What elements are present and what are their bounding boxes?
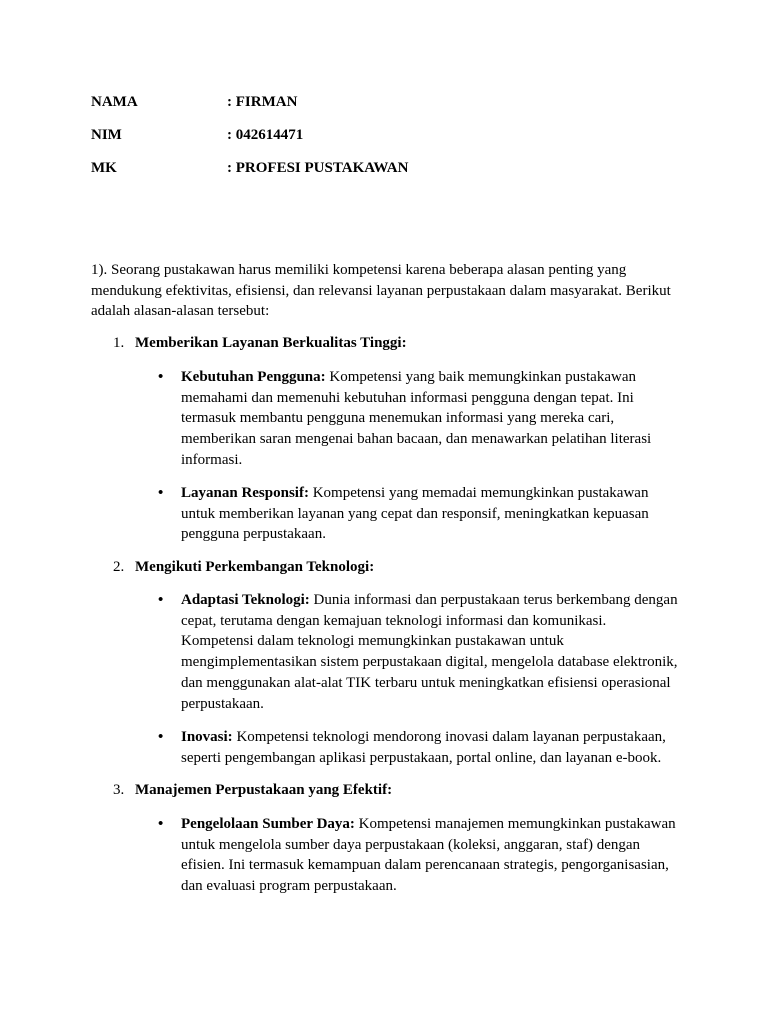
section-title: Mengikuti Perkembangan Teknologi: bbox=[135, 559, 375, 575]
section-title: Memberikan Layanan Berkualitas Tinggi: bbox=[135, 335, 407, 351]
section-heading bbox=[113, 780, 392, 800]
header-value: : FIRMAN bbox=[227, 94, 298, 110]
intro-paragraph: 1). Seorang pustakawan harus memiliki kompetensi karena beberapa alasan penting yang mendukung efektivitas, efisiensi, dan relevansi layanan perpustakaan dalam masyarakat. Berikut adalah alasan-alasan tersebut: bbox=[91, 262, 671, 320]
bullet-term: Kebutuhan Pengguna: bbox=[181, 369, 326, 385]
section-number: 3. bbox=[113, 782, 125, 798]
bullet-term: Pengelolaan Sumber Daya: bbox=[181, 816, 355, 832]
bullet-icon: • bbox=[158, 816, 164, 832]
header-label: NIM bbox=[91, 127, 122, 143]
section-heading bbox=[113, 557, 374, 577]
bullet-term: Layanan Responsif: bbox=[181, 485, 309, 501]
section-heading bbox=[113, 333, 407, 353]
list-item bbox=[158, 483, 680, 545]
section-title: Manajemen Perpustakaan yang Efektif: bbox=[135, 782, 393, 798]
list-item bbox=[158, 590, 680, 714]
bullet-icon: • bbox=[158, 729, 164, 745]
header-value: : PROFESI PUSTAKAWAN bbox=[227, 160, 409, 176]
bullet-text: Kompetensi yang memadai memungkinkan pustakawan untuk memberikan layanan yang cepat dan responsif, meningkatkan kepuasan pengguna perpustakaan. bbox=[181, 485, 649, 543]
list-item bbox=[158, 367, 680, 471]
bullet-text: Dunia informasi dan perpustakaan terus berkembang dengan cepat, terutama dengan kemajuan teknologi informasi dan komunikasi. Kompetensi dalam teknologi memungkinkan pustakawan untuk mengimplementasikan sistem perpustakaan digital, mengelola database elektronik, dan menggunakan alat-alat TIK terbaru untuk meningkatkan efisiensi operasional perpustakaan. bbox=[181, 592, 678, 712]
header-label: MK bbox=[91, 160, 117, 176]
bullet-text: Kompetensi manajemen memungkinkan pustakawan untuk mengelola sumber daya perpustakaan (koleksi, anggaran, staf) dengan efisien. Ini termasuk kemampuan dalam perencanaan strategis, pengorganisasian, dan evaluasi program perpustakaan. bbox=[181, 816, 676, 895]
header-value: : 042614471 bbox=[227, 127, 304, 143]
section-number: 1. bbox=[113, 335, 125, 351]
bullet-text: Kompetensi yang baik memungkinkan pustakawan memahami dan memenuhi kebutuhan informasi pengguna dengan tepat. Ini termasuk membantu pengguna menemukan informasi yang mereka cari, memberikan saran mengenai bahan bacaan, dan menawarkan pelatihan literasi informasi. bbox=[181, 369, 652, 468]
header-label: NAMA bbox=[91, 94, 138, 110]
bullet-icon: • bbox=[158, 485, 164, 501]
bullet-term: Inovasi: bbox=[181, 729, 233, 745]
bullet-icon: • bbox=[158, 592, 164, 608]
section-number: 2. bbox=[113, 559, 125, 575]
list-item bbox=[158, 727, 680, 768]
list-item bbox=[158, 814, 680, 897]
bullet-text: Kompetensi teknologi mendorong inovasi dalam layanan perpustakaan, seperti pengembangan aplikasi perpustakaan, portal online, dan layanan e-book. bbox=[181, 729, 666, 766]
bullet-icon: • bbox=[158, 369, 164, 385]
bullet-term: Adaptasi Teknologi: bbox=[181, 592, 310, 608]
